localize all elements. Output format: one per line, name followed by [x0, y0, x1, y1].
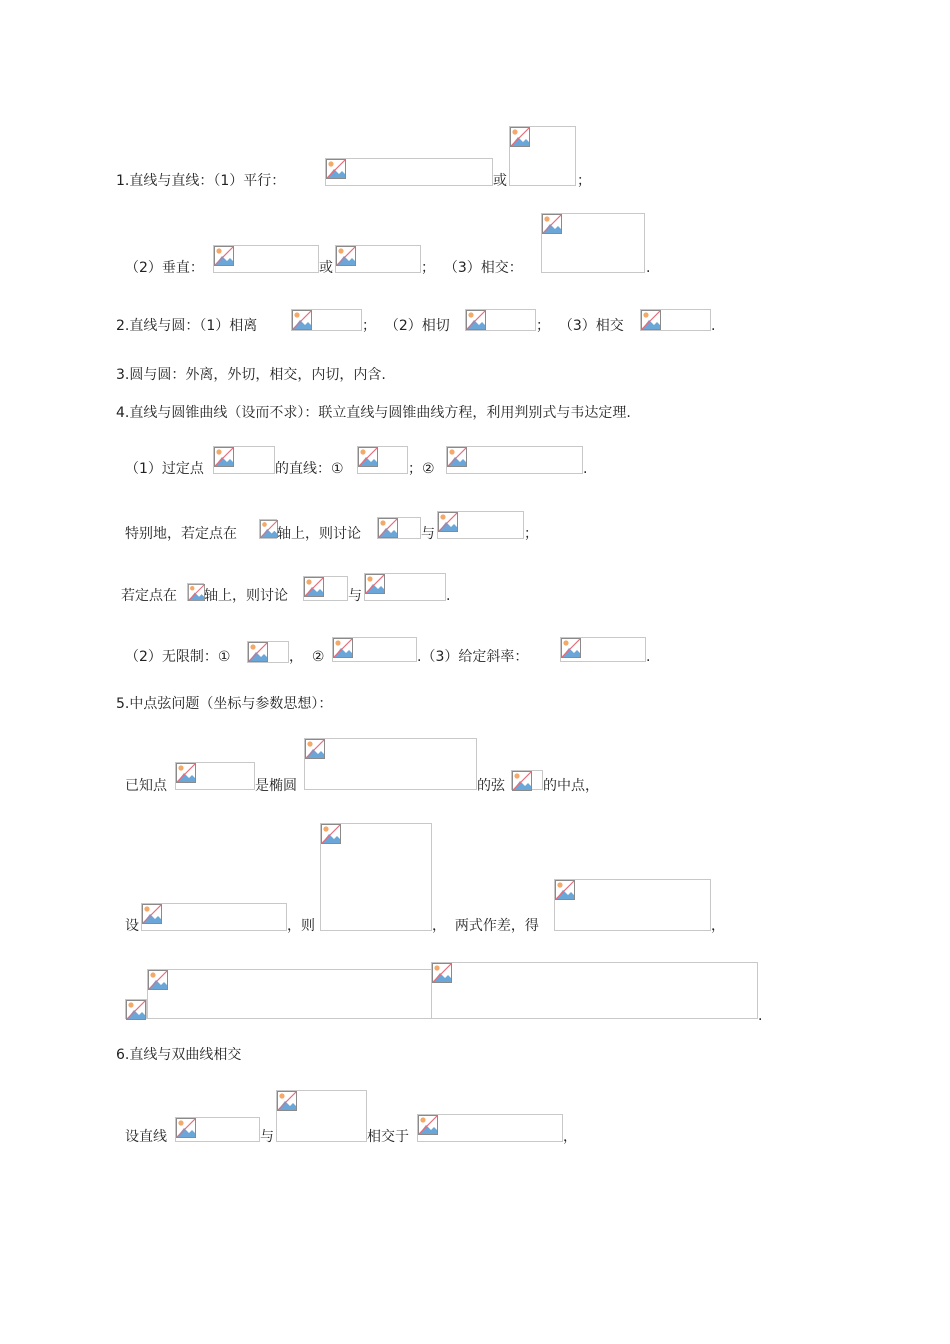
broken-image-icon: [260, 520, 278, 538]
broken-image-icon: [188, 584, 205, 601]
text: 与: [348, 588, 362, 604]
broken-image-icon: [277, 1091, 297, 1111]
broken-image-icon: [432, 963, 452, 983]
text: ， 两式作差，得: [432, 918, 539, 934]
text: ，: [711, 918, 725, 934]
broken-image-icon: [438, 512, 458, 532]
formula-image: [175, 1117, 260, 1142]
line-1-heading: 1.直线与直线：（1）平行：: [116, 173, 286, 189]
line-6-heading: 6.直线与双曲线相交: [116, 1047, 242, 1063]
text: 的中点，: [543, 778, 599, 794]
text: 与: [260, 1129, 274, 1145]
text: 是椭圆: [255, 778, 297, 794]
broken-image-icon: [248, 642, 268, 662]
formula-image: [554, 879, 711, 931]
broken-image-icon: [176, 763, 196, 783]
broken-image-icon: [326, 159, 346, 179]
text: 轴上，则讨论: [204, 588, 288, 604]
text: 若定点在: [121, 588, 177, 604]
formula-image: [335, 245, 421, 273]
formula-image: [147, 969, 432, 1019]
broken-image-icon: [512, 771, 532, 791]
text: （2）无限制：①: [125, 649, 231, 665]
text: 相交于: [367, 1129, 409, 1145]
formula-image: [560, 637, 646, 662]
line-2-heading: 2.直线与圆：（1）相离: [116, 318, 258, 334]
line-3-heading: 3.圆与圆：外离，外切，相交，内切，内含.: [116, 367, 386, 383]
formula-image: [332, 637, 417, 662]
text: 或: [319, 260, 333, 276]
formula-image: [213, 245, 319, 273]
broken-image-icon: [333, 638, 353, 658]
text: ； （2）相切: [362, 318, 450, 334]
text: .（3）给定斜率：: [417, 649, 529, 665]
text: .: [583, 461, 588, 477]
text: ，则: [287, 918, 315, 934]
text: ； （3）相交：: [421, 260, 523, 276]
line-5-heading: 5.中点弦问题（坐标与参数思想）：: [116, 696, 333, 712]
formula-image: [320, 823, 432, 931]
broken-image-icon: [510, 127, 530, 147]
text: 的直线：①: [275, 461, 344, 477]
text: 与: [421, 526, 435, 542]
formula-image: [276, 1090, 367, 1142]
formula-image: [509, 126, 576, 186]
formula-image: [187, 583, 204, 601]
broken-image-icon: [358, 447, 378, 467]
formula-image: [446, 446, 583, 474]
formula-image: [541, 213, 645, 273]
broken-image-icon: [292, 310, 312, 330]
text: ； （3）相交: [536, 318, 624, 334]
broken-image-icon: [555, 880, 575, 900]
broken-image-icon: [365, 574, 385, 594]
text: ，: [563, 1129, 577, 1145]
text: 的弦: [477, 778, 505, 794]
text: 设直线: [125, 1129, 167, 1145]
text: .: [758, 1008, 763, 1024]
broken-image-icon: [214, 246, 234, 266]
text: 设: [125, 918, 139, 934]
broken-image-icon: [304, 577, 324, 597]
broken-image-icon: [214, 447, 234, 467]
broken-image-icon: [561, 638, 581, 658]
formula-image: [141, 903, 287, 931]
broken-image-icon: [176, 1118, 196, 1138]
text: .: [646, 649, 651, 665]
text: 已知点: [125, 778, 167, 794]
formula-image: [377, 517, 421, 539]
formula-image: [259, 519, 277, 539]
broken-image-icon: [126, 1000, 146, 1020]
line-4-heading: 4.直线与圆锥曲线（设而不求）：联立直线与圆锥曲线方程，利用判别式与韦达定理.: [116, 405, 631, 421]
broken-image-icon: [447, 447, 467, 467]
broken-image-icon: [378, 518, 398, 538]
formula-image: [291, 309, 362, 331]
formula-image: [125, 999, 147, 1019]
text: （1）过定点: [125, 461, 204, 477]
formula-image: [640, 309, 711, 331]
formula-image: [437, 511, 524, 539]
text: .: [711, 318, 716, 334]
formula-image: [511, 770, 543, 790]
formula-image: [303, 576, 348, 601]
text: ， ②: [289, 649, 325, 665]
formula-image: [431, 962, 758, 1019]
formula-image: [417, 1114, 563, 1142]
text: .: [646, 260, 651, 276]
text: 或: [493, 173, 507, 189]
text: ；: [524, 526, 538, 542]
broken-image-icon: [542, 214, 562, 234]
formula-image: [304, 738, 477, 790]
text: ；②: [408, 461, 435, 477]
broken-image-icon: [466, 310, 486, 330]
broken-image-icon: [641, 310, 661, 330]
broken-image-icon: [142, 904, 162, 924]
broken-image-icon: [336, 246, 356, 266]
broken-image-icon: [148, 970, 168, 990]
formula-image: [364, 573, 446, 601]
text: 轴上，则讨论: [277, 526, 361, 542]
formula-image: [357, 446, 408, 474]
text: ；: [577, 173, 591, 189]
text: （2）垂直：: [125, 260, 204, 276]
formula-image: [325, 158, 493, 186]
broken-image-icon: [418, 1115, 438, 1135]
formula-image: [213, 446, 275, 474]
broken-image-icon: [305, 739, 325, 759]
formula-image: [465, 309, 536, 331]
text: 特别地，若定点在: [125, 526, 237, 542]
formula-image: [175, 762, 255, 790]
broken-image-icon: [321, 824, 341, 844]
formula-image: [247, 641, 289, 663]
text: .: [446, 588, 451, 604]
